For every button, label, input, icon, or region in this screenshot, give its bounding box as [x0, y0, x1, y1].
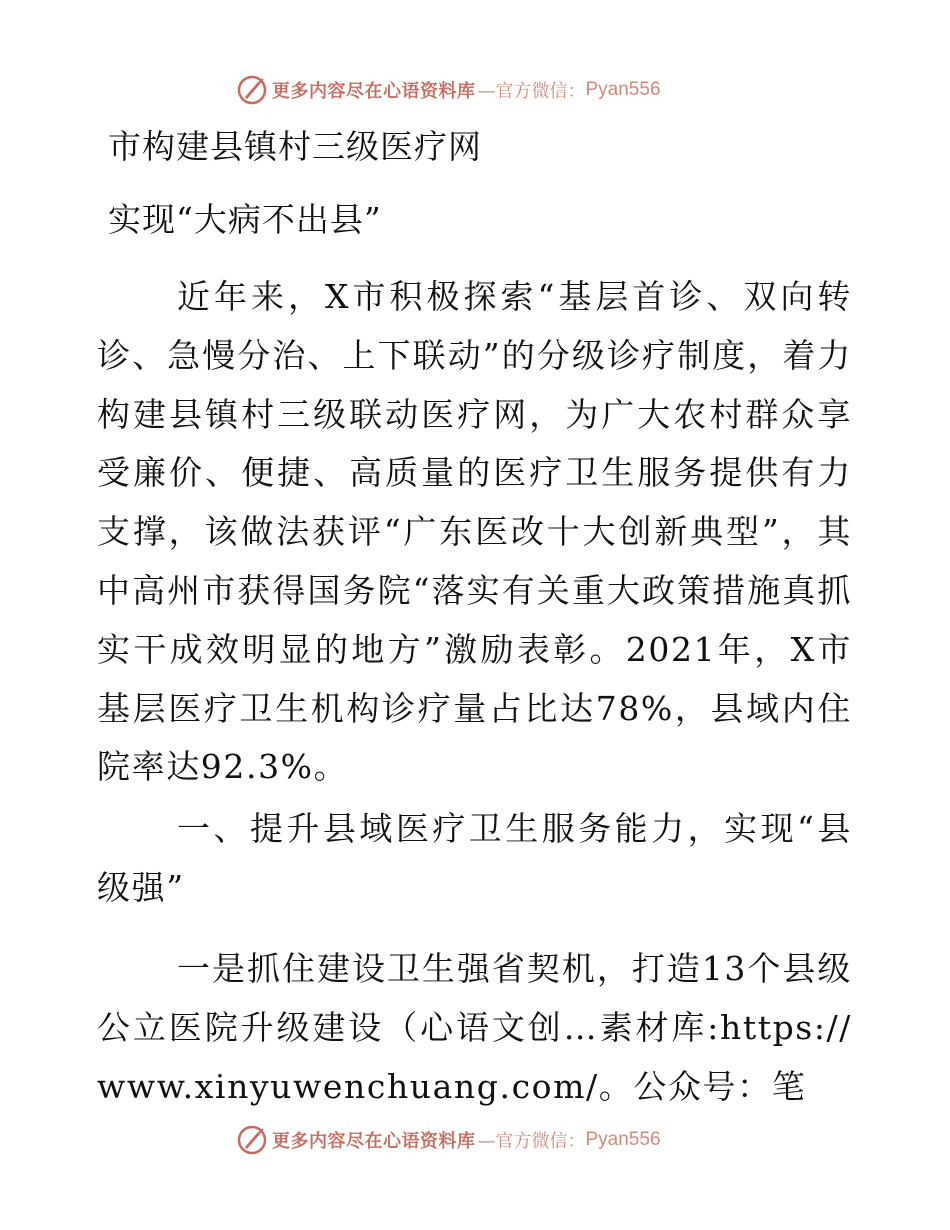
watermark-main-text: 更多内容尽在心语资料库 — [272, 81, 476, 102]
section-heading-1: 一、提升县域医疗卫生服务能力，实现“县级强” — [97, 809, 852, 907]
document-title-line2: 实现“大病不出县” — [108, 200, 382, 239]
quill-logo-icon — [236, 74, 268, 106]
quill-logo-icon — [236, 1124, 268, 1156]
watermark-main-text: 更多内容尽在心语资料库 — [272, 1131, 476, 1152]
footer-watermark — [236, 1123, 661, 1157]
paragraph-body: 一是抓住建设卫生强省契机，打造13个县级公立医院升级建设（心语文创…素材库:https://www.xinyuwenchuang.com/。公众号：笔 — [97, 949, 852, 1106]
watermark-sub-text: —官方微信： — [477, 81, 586, 102]
watermark-wechat-id: Pyan556 — [585, 79, 661, 100]
watermark-wechat-id: Pyan556 — [585, 1129, 661, 1150]
header-watermark — [236, 73, 661, 107]
paragraph-intro: 近年来，X市积极探索“基层首诊、双向转诊、急慢分治、上下联动”的分级诊疗制度，着力构建县镇村三级联动医疗网，为广大农村群众享受廉价、便捷、高质量的医疗卫生服务提供有力支撑，该做法获评“广东医改十大创新典型”，其中高州市获得国务院“落实有关重大政策措施真抓实干成效明显的地方”激励表彰。2021年，X市基层医疗卫生机构诊疗量占比达78%，县域内住院率达92.3%。 — [97, 277, 852, 787]
watermark-sub-text: —官方微信： — [477, 1131, 586, 1152]
document-title-line1: 市构建县镇村三级医疗网 — [108, 127, 482, 166]
